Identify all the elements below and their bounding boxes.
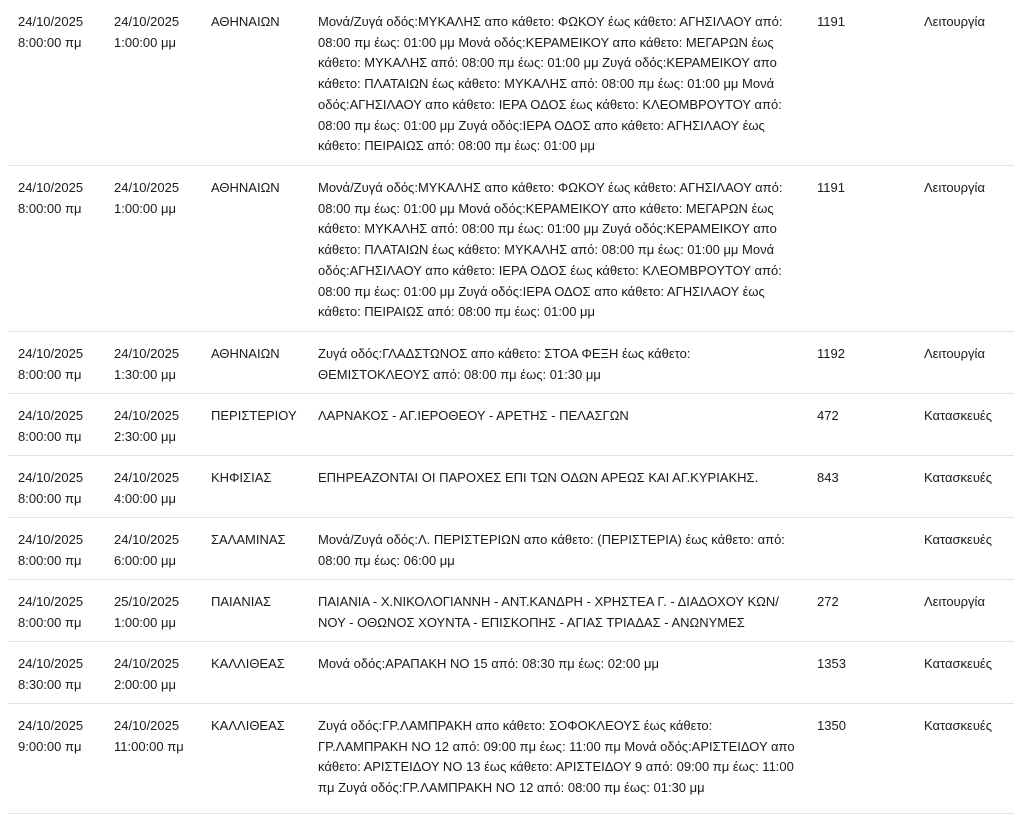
notice-number-cell: 843 [817, 470, 839, 485]
municipality-cell: ΚΑΛΛΙΘΕΑΣ [211, 718, 285, 733]
start-datetime-cell: 24/10/2025 8:00:00 πμ [18, 408, 84, 444]
table-row [8, 580, 1014, 642]
end-datetime-cell: 24/10/2025 2:30:00 μμ [114, 408, 180, 444]
notice-number-cell: 1353 [817, 656, 846, 671]
outage-type-cell: Λειτουργία [924, 594, 985, 609]
table-row [8, 518, 1014, 580]
municipality-cell: ΣΑΛΑΜΙΝΑΣ [211, 532, 286, 547]
outages-table [8, 0, 1014, 814]
affected-streets-cell: Μονά/Ζυγά οδός:ΜΥΚΑΛΗΣ απο κάθετο: ΦΩΚΟΥ έως κάθετο: ΑΓΗΣΙΛΑΟΥ από: 08:00 πμ έως: 01:00 μμ Μονά οδός:ΚΕΡΑΜΕΙΚΟΥ απο κάθετο: ΜΕΓΑΡΩΝ έως κάθετο: ΜΥΚΑΛΗΣ από: 08:00 πμ έως: 01:00 μμ Ζυγά οδός:ΚΕΡΑΜΕΙΚΟΥ απο κάθετο: ΠΛΑΤΑΙΩΝ έως κάθετο: ΜΥΚΑΛΗΣ από: 08:00 πμ έως: 01:00 μμ Μονά οδός:ΑΓΗΣΙΛΑΟΥ απο κάθετο: ΙΕΡΑ ΟΔΟΣ έως κάθετο: ΚΛΕΟΜΒΡΟΥΤΟΥ από: 08:00 πμ έως: 01:00 μμ Ζυγά οδός:ΙΕΡΑ ΟΔΟΣ απο κάθετο: ΑΓΗΣΙΛΑΟΥ έως κάθετο: ΠΕΙΡΑΙΩΣ από: 08:00 πμ έως: 01:00 μμ [318, 180, 783, 320]
municipality-cell: ΑΘΗΝΑΙΩΝ [211, 346, 280, 361]
municipality-cell: ΚΑΛΛΙΘΕΑΣ [211, 656, 285, 671]
outage-type-cell: Κατασκευές [924, 470, 992, 485]
start-datetime-cell: 24/10/2025 8:00:00 πμ [18, 470, 84, 506]
outage-type-cell: Κατασκευές [924, 656, 992, 671]
end-datetime-cell: 24/10/2025 4:00:00 μμ [114, 470, 180, 506]
outage-type-cell: Λειτουργία [924, 14, 985, 29]
affected-streets-cell: Ζυγά οδός:ΓΛΑΔΣΤΩΝΟΣ απο κάθετο: ΣΤΟΑ ΦΕΞΗ έως κάθετο: ΘΕΜΙΣΤΟΚΛΕΟΥΣ από: 08:00 πμ έως: 01:30 μμ [318, 346, 691, 382]
outage-type-cell: Λειτουργία [924, 346, 985, 361]
end-datetime-cell: 24/10/2025 2:00:00 μμ [114, 656, 180, 692]
table-row [8, 166, 1014, 332]
table-row [8, 642, 1014, 704]
start-datetime-cell: 24/10/2025 8:00:00 πμ [18, 180, 84, 216]
outage-type-cell: Κατασκευές [924, 408, 992, 423]
table-row [8, 456, 1014, 518]
table-row [8, 394, 1014, 456]
outage-type-cell: Κατασκευές [924, 532, 992, 547]
start-datetime-cell: 24/10/2025 8:00:00 πμ [18, 594, 84, 630]
end-datetime-cell: 24/10/2025 6:00:00 μμ [114, 532, 180, 568]
affected-streets-cell: ΕΠΗΡΕΑΖΟΝΤΑΙ ΟΙ ΠΑΡΟΧΕΣ ΕΠΙ ΤΩΝ ΟΔΩΝ ΑΡΕΩΣ ΚΑΙ ΑΓ.ΚΥΡΙΑΚΗΣ. [318, 470, 759, 485]
notice-number-cell: 1191 [817, 14, 845, 29]
affected-streets-cell: Μονά/Ζυγά οδός:ΜΥΚΑΛΗΣ απο κάθετο: ΦΩΚΟΥ έως κάθετο: ΑΓΗΣΙΛΑΟΥ από: 08:00 πμ έως: 01:00 μμ Μονά οδός:ΚΕΡΑΜΕΙΚΟΥ απο κάθετο: ΜΕΓΑΡΩΝ έως κάθετο: ΜΥΚΑΛΗΣ από: 08:00 πμ έως: 01:00 μμ Ζυγά οδός:ΚΕΡΑΜΕΙΚΟΥ απο κάθετο: ΠΛΑΤΑΙΩΝ έως κάθετο: ΜΥΚΑΛΗΣ από: 08:00 πμ έως: 01:00 μμ Μονά οδός:ΑΓΗΣΙΛΑΟΥ απο κάθετο: ΙΕΡΑ ΟΔΟΣ έως κάθετο: ΚΛΕΟΜΒΡΟΥΤΟΥ από: 08:00 πμ έως: 01:00 μμ Ζυγά οδός:ΙΕΡΑ ΟΔΟΣ απο κάθετο: ΑΓΗΣΙΛΑΟΥ έως κάθετο: ΠΕΙΡΑΙΩΣ από: 08:00 πμ έως: 01:00 μμ [318, 14, 783, 154]
municipality-cell: ΠΑΙΑΝΙΑΣ [211, 594, 272, 609]
affected-streets-cell: Μονά οδός:ΑΡΑΠΑΚΗ ΝΟ 15 από: 08:30 πμ έως: 02:00 μμ [318, 656, 659, 671]
start-datetime-cell: 24/10/2025 8:00:00 πμ [18, 532, 84, 568]
affected-streets-cell: Μονά/Ζυγά οδός:Λ. ΠΕΡΙΣΤΕΡΙΩΝ απο κάθετο: (ΠΕΡΙΣΤΕΡΙΑ) έως κάθετο: από: 08:00 πμ έως: 06:00 μμ [318, 532, 785, 568]
affected-streets-cell: Ζυγά οδός:ΓΡ.ΛΑΜΠΡΑΚΗ απο κάθετο: ΣΟΦΟΚΛΕΟΥΣ έως κάθετο: ΓΡ.ΛΑΜΠΡΑΚΗ ΝΟ 12 από: 09:00 πμ έως: 11:00 πμ Μονά οδός:ΑΡΙΣΤΕΙΔΟΥ απο κάθετο: ΑΡΙΣΤΕΙΔΟΥ ΝΟ 13 έως κάθετο: ΑΡΙΣΤΕΙΔΟΥ 9 από: 09:00 πμ έως: 11:00 πμ Ζυγά οδός:ΓΡ.ΛΑΜΠΡΑΚΗ ΝΟ 12 από: 08:00 πμ έως: 01:30 μμ [318, 718, 795, 796]
end-datetime-cell: 24/10/2025 1:00:00 μμ [114, 14, 180, 50]
end-datetime-cell: 24/10/2025 1:30:00 μμ [114, 346, 180, 382]
notice-number-cell: 1192 [817, 346, 845, 361]
outage-type-cell: Λειτουργία [924, 180, 985, 195]
end-datetime-cell: 25/10/2025 1:00:00 μμ [114, 594, 180, 630]
municipality-cell: ΠΕΡΙΣΤΕΡΙΟΥ [211, 408, 297, 423]
start-datetime-cell: 24/10/2025 8:00:00 πμ [18, 346, 84, 382]
start-datetime-cell: 24/10/2025 9:00:00 πμ [18, 718, 84, 754]
affected-streets-cell: ΛΑΡΝΑΚΟΣ - ΑΓ.ΙΕΡΟΘΕΟΥ - ΑΡΕΤΗΣ - ΠΕΛΑΣΓΩΝ [318, 408, 629, 423]
end-datetime-cell: 24/10/2025 1:00:00 μμ [114, 180, 180, 216]
affected-streets-cell: ΠΑΙΑΝΙΑ - Χ.ΝΙΚΟΛΟΓΙΑΝΝΗ - ΑΝΤ.ΚΑΝΔΡΗ - ΧΡΗΣΤΕΑ Γ. - ΔΙΑΔΟΧΟΥ ΚΩΝ/ ΝΟΥ - ΟΘΩΝΟΣ ΧΟΥΝΤΑ - ΕΠΙΣΚΟΠΗΣ - ΑΓΙΑΣ ΤΡΙΑΔΑΣ - ΑΝΩΝΥΜΕΣ [318, 594, 779, 630]
municipality-cell: ΚΗΦΙΣΙΑΣ [211, 470, 272, 485]
start-datetime-cell: 24/10/2025 8:00:00 πμ [18, 14, 84, 50]
municipality-cell: ΑΘΗΝΑΙΩΝ [211, 14, 280, 29]
table-row [8, 332, 1014, 394]
notice-number-cell: 1350 [817, 718, 846, 733]
notice-number-cell: 472 [817, 408, 839, 423]
start-datetime-cell: 24/10/2025 8:30:00 πμ [18, 656, 84, 692]
table-row [8, 704, 1014, 814]
notice-number-cell: 272 [817, 594, 839, 609]
notice-number-cell: 1191 [817, 180, 845, 195]
table-row [8, 0, 1014, 166]
outage-type-cell: Κατασκευές [924, 718, 992, 733]
municipality-cell: ΑΘΗΝΑΙΩΝ [211, 180, 280, 195]
end-datetime-cell: 24/10/2025 11:00:00 πμ [114, 718, 184, 754]
